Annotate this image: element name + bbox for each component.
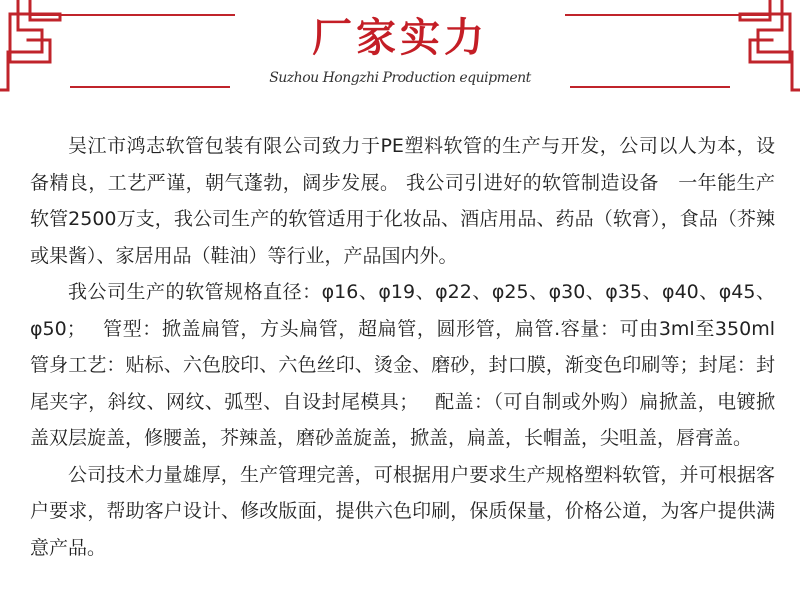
- paragraph-intro: 吴江市鸿志软管包装有限公司致力于PE塑料软管的生产与开发，公司以人为本，设备精良，工艺严谨，朝气蓬勃，阔步发展。 我公司引进好的软管制造设备 一年能生产软管2500万支，我公司生产的软管适用于化妆品、酒店用品、药品（软膏），食品（芥辣或果酱）、家居用品（鞋油）等行业，产品国内外。: [30, 135, 775, 267]
- paragraph-service: 公司技术力量雄厚，生产管理完善，可根据用户要求生产规格塑料软管，并可根据客户要求，帮助客户设计、修改版面，提供六色印刷，保质保量，价格公道，为客户提供满意产品。: [30, 463, 775, 559]
- company-description: [30, 128, 800, 566]
- left-subtitle-rule: [70, 86, 230, 88]
- page-title: 厂家实力: [312, 15, 488, 61]
- page-subtitle: Suzhou Hongzhi Production equipment: [269, 70, 531, 86]
- right-subtitle-rule: [570, 86, 730, 88]
- paragraph-specs: 我公司生产的软管规格直径：φ16、φ19、φ22、φ25、φ30、φ35、φ40、φ45、φ50； 管型：掀盖扁管，方头扁管，超扁管，圆形管，扁管.容量：可由3ml至350ml 管身工艺：贴标、六色胶印、六色丝印、烫金、磨砂，封口膜，渐变色印刷等；封尾：封尾夹字，斜纹、网纹、弧型、自设封尾模具； 配盖：（可自制或外购）扁掀盖，电镀掀盖双层旋盖，修腰盖，芥辣盖，磨砂盖旋盖，掀盖，扁盖，长帽盖，尖咀盖，唇膏盖。: [30, 281, 800, 449]
